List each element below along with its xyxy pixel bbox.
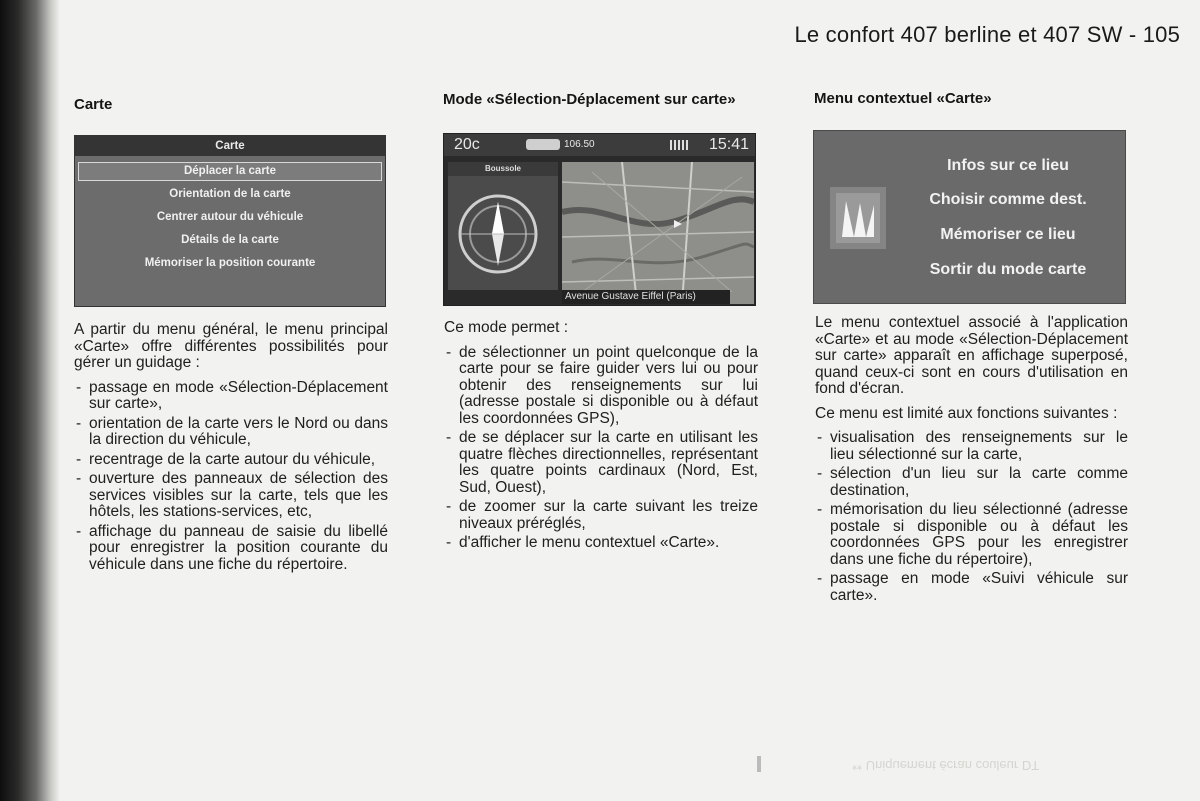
- menu-item-deplacer: Déplacer la carte: [78, 162, 382, 181]
- map-screen: [443, 133, 756, 306]
- section-title-carte: Carte: [74, 96, 113, 113]
- show-through-footnote: ** Uniquement écran couleur DT: [852, 758, 1040, 773]
- page-mark: [757, 756, 761, 772]
- clock: 15:41: [708, 136, 749, 153]
- col3-list: [815, 430, 1128, 604]
- signal-icon: [670, 140, 688, 150]
- list-item: - sélection d'un lieu sur la carte comme destination,: [815, 466, 1128, 499]
- col2-body: [444, 320, 758, 555]
- list-item: - ouverture des panneaux de sélection des services visibles sur la carte, tels que les hôtels, les stations-services, etc,: [74, 471, 388, 521]
- temperature: 20c: [454, 136, 480, 153]
- carte-menu-screen: [74, 135, 386, 307]
- col3-intro2: Ce menu est limité aux fonctions suivantes :: [815, 404, 1118, 422]
- list-item: - visualisation des renseignements sur le lieu sélectionné sur la carte,: [815, 430, 1128, 463]
- col1-body: [74, 322, 388, 576]
- page-header: Le confort 407 berline et 407 SW - 105: [794, 22, 1180, 47]
- list-item: - affichage du panneau de saisie du libellé pour enregistrer la position courante du véhicule dans une fiche du répertoire.: [74, 524, 388, 574]
- col2-intro: Ce mode permet :: [444, 319, 569, 336]
- section-title-contextuel: Menu contextuel «Carte»: [814, 90, 992, 107]
- street-name: Avenue Gustave Eiffel (Paris): [562, 290, 730, 304]
- list-item: - de zoomer sur la carte suivant les treize niveaux préréglés,: [444, 499, 758, 532]
- section-title-selection: Mode «Sélection-Déplacement sur carte»: [443, 91, 736, 108]
- col1-list: [74, 380, 388, 574]
- col3-intro: Le menu contextuel associé à l'application «Carte» et au mode «Sélection-Déplacement sur carte» apparaît en affichage superposé, quand ceux-ci sont en cours d'utilisation en fond d'écran.: [815, 314, 1128, 397]
- menu-item-details: Détails de la carte: [181, 234, 279, 246]
- book-binding-shadow: [0, 0, 60, 801]
- list-item: - passage en mode «Sélection-Déplacement sur carte»,: [74, 380, 388, 413]
- list-item: - mémorisation du lieu sélectionné (adresse postale si disponible ou à défaut les coordonnées GPS pour les enregistrer dans une fiche du répertoire),: [815, 502, 1128, 568]
- list-item: - recentrage de la carte autour du véhicule,: [74, 452, 388, 469]
- list-item: - de se déplacer sur la carte en utilisant les quatre flèches directionnelles, représentant les quatre points cardinaux (Nord, Est, Sud, Ouest),: [444, 430, 758, 496]
- list-item: - orientation de la carte vers le Nord ou dans la direction du véhicule,: [74, 416, 388, 449]
- radio-badge: [526, 139, 560, 150]
- menu-item-orientation: Orientation de la carte: [169, 188, 291, 200]
- col3-body: [815, 315, 1128, 607]
- compass-icon: [448, 176, 558, 290]
- context-menu-screen: [813, 130, 1126, 304]
- ctx-item-infos: Infos sur ce lieu: [947, 157, 1069, 174]
- radio-frequency: 106.50: [564, 139, 595, 150]
- menu-item-centrer: Centrer autour du véhicule: [156, 211, 304, 223]
- col2-list: [444, 345, 758, 552]
- map-roads: [562, 162, 754, 304]
- col1-intro: A partir du menu général, le menu principal «Carte» offre différentes possibilités pour gérer un guidage :: [74, 321, 388, 371]
- list-item: - passage en mode «Suivi véhicule sur carte».: [815, 571, 1128, 604]
- list-item: - d'afficher le menu contextuel «Carte».: [444, 535, 758, 552]
- menu-item-memoriser: Mémoriser la position courante: [144, 257, 316, 269]
- compass-panel: [448, 162, 558, 290]
- status-bar: [444, 134, 755, 156]
- map-view: [562, 162, 754, 304]
- ctx-item-choisir: Choisir comme dest.: [929, 191, 1087, 208]
- map-icon: [830, 187, 886, 249]
- list-item: - de sélectionner un point quelconque de la carte pour se faire guider vers lui ou pour obtenir des renseignements sur lui (adresse postale si disponible ou à défaut les coordonnées GPS),: [444, 345, 758, 428]
- screen-title: Carte: [75, 136, 385, 156]
- ctx-item-memoriser: Mémoriser ce lieu: [940, 226, 1076, 243]
- ctx-item-sortir: Sortir du mode carte: [929, 261, 1087, 278]
- compass-label: Boussole: [448, 162, 558, 176]
